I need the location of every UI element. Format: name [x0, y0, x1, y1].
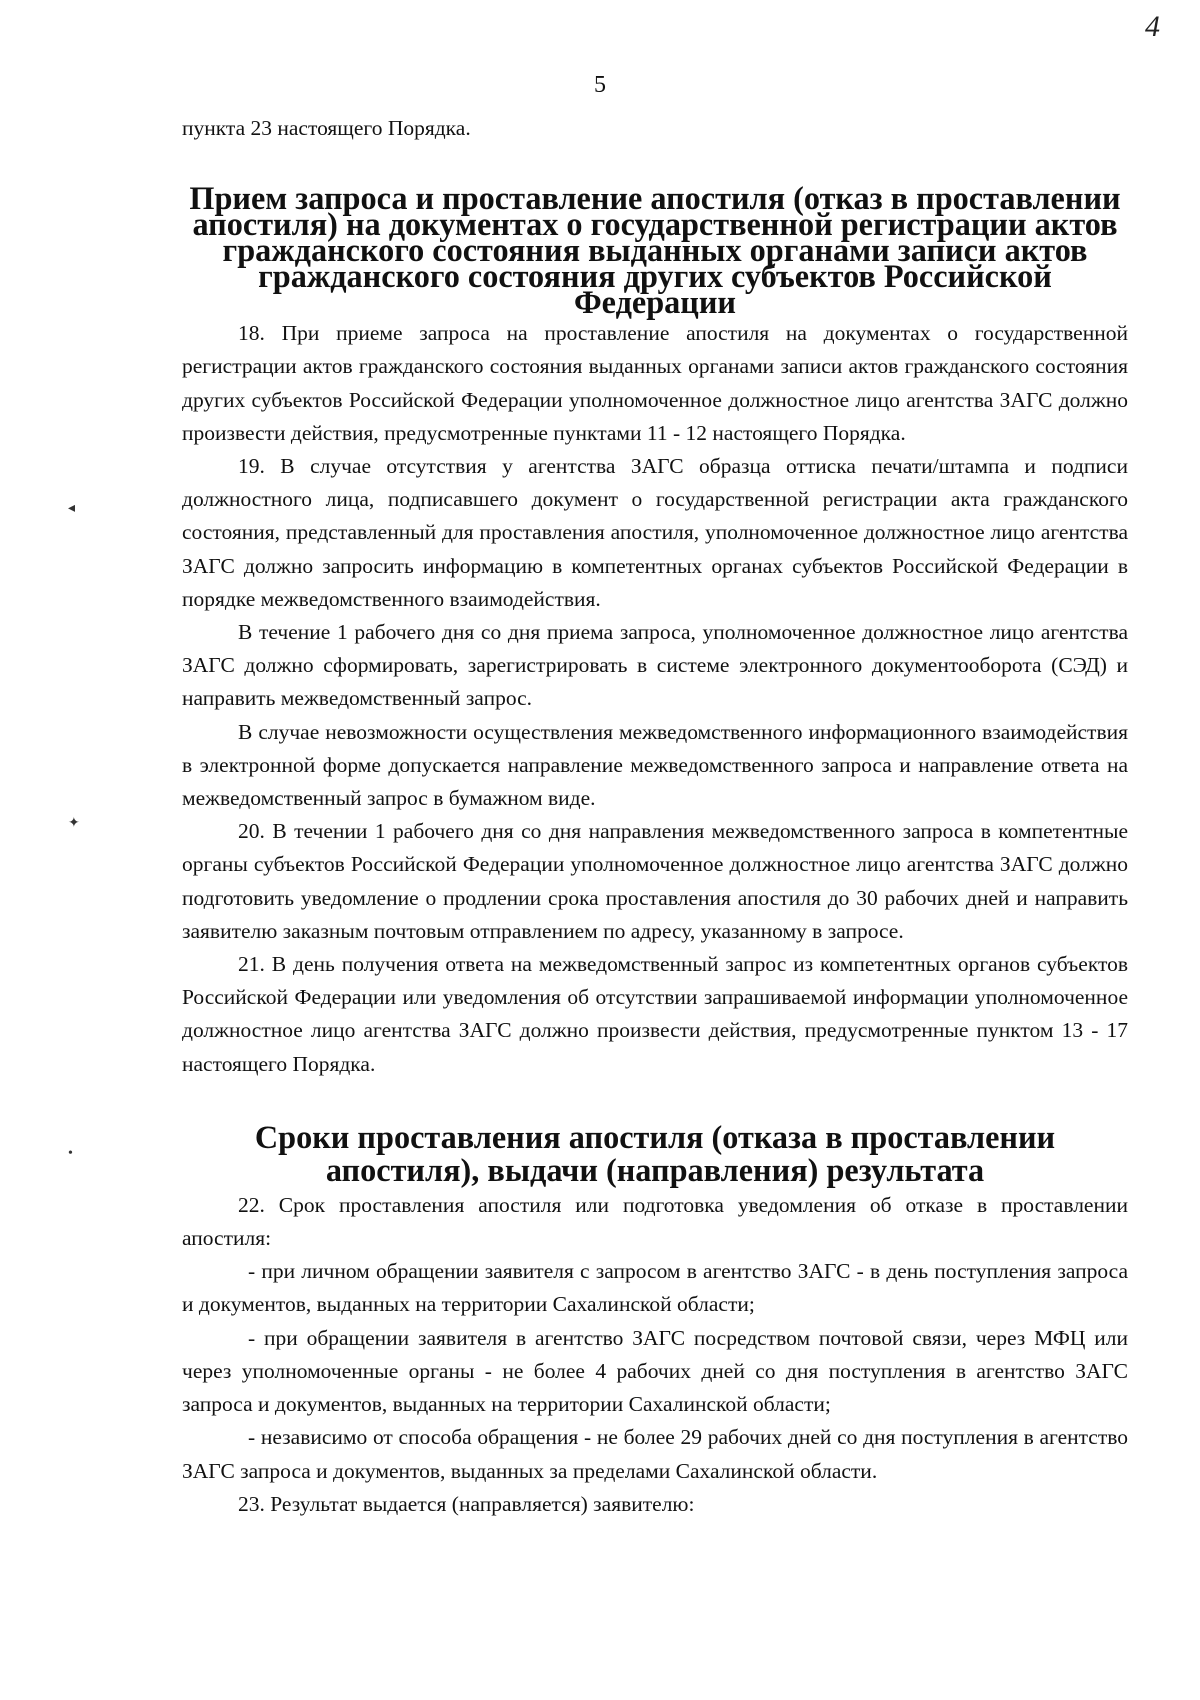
paragraph: В течение 1 рабочего дня со дня приема запроса, уполномоченное должностное лицо агентства ЗАГС должно сформировать, зарегистрировать в системе электронного документооборота (СЭД) и направить межведомственный запрос. [182, 620, 1128, 711]
margin-mark: • [68, 1146, 73, 1161]
list-item: - при личном обращении заявителя с запросом в агентство ЗАГС - в день поступления запроса и документов, выданных на территории Сахалинской области; [182, 1259, 1128, 1317]
page-number: 5 [594, 72, 606, 98]
intro-text: пункта 23 настоящего Порядка. [182, 116, 471, 140]
paragraph: 18. При приеме запроса на проставление апостиля на документах о государственной регистрации актов гражданского состояния выданных органами записи актов гражданского состояния других субъектов Российской Федерации уполномоченное должностное лицо агентства ЗАГС должно произвести действия, предусмотренные пунктами 11 - 12 настоящего Порядка. [182, 321, 1128, 445]
paragraph: 20. В течении 1 рабочего дня со дня направления межведомственного запроса в компетентные органы субъектов Российской Федерации уполномоченное должностное лицо агентства ЗАГС должно подготовить уведомление о продлении срока проставления апостиля до 30 рабочих дней и направить заявителю заказным почтовым отправлением по адресу, указанному в запросе. [182, 819, 1128, 943]
paragraph: 21. В день получения ответа на межведомственный запрос из компетентных органов субъектов Российской Федерации или уведомления об отсутствии запрашиваемой информации уполномоченное должностное лицо агентства ЗАГС должно произвести действия, предусмотренные пунктом 13 - 17 настоящего Порядка. [182, 952, 1128, 1076]
paragraph: 22. Срок проставления апостиля или подготовка уведомления об отказе в проставлении апостиля: [182, 1192, 1128, 1251]
paragraph: 19. В случае отсутствия у агентства ЗАГС образца оттиска печати/штампа и подписи должностного лица, подписавшего документ о государственной регистрации акта гражданского состояния, представленный для проставления апостиля, уполномоченное должностное лицо агентства ЗАГС должно запросить информацию в компетентных органах субъектов Российской Федерации в порядке межведомственного взаимодействия. [182, 454, 1128, 611]
paragraph: 23. Результат выдается (направляется) заявителю: [238, 1491, 695, 1516]
paragraph: В случае невозможности осуществления межведомственного информационного взаимодействия в электронной форме допускается направление межведомственного запроса и направление ответа на межведомственный запрос в бумажном виде. [182, 719, 1128, 811]
section-heading: Прием запроса и проставление апостиля (отказ в проставлении апостиля) на документах о государственной регистрации актов гражданского состояния выданных органами записи актов гражданского состояния других субъектов Российской Федерации [189, 180, 1121, 321]
document-body [182, 112, 1128, 1521]
list-item: - при обращении заявителя в агентство ЗАГС посредством почтовой связи, через МФЦ или через уполномоченные органы - не более 4 рабочих дней со дня поступления в агентство ЗАГС запроса и документов, выданных на территории Сахалинской области; [182, 1325, 1128, 1417]
handwritten-page-mark: 4 [1145, 10, 1160, 43]
section-heading: Сроки проставления апостиля (отказа в проставлении апостиля), выдачи (направления) результата [254, 1118, 1056, 1188]
margin-mark: ✦ [68, 816, 80, 831]
list-item: - независимо от способа обращения - не более 29 рабочих дней со дня поступления в агентство ЗАГС запроса и документов, выданных за пределами Сахалинской области. [182, 1425, 1128, 1483]
margin-mark: ◂ [68, 501, 76, 516]
